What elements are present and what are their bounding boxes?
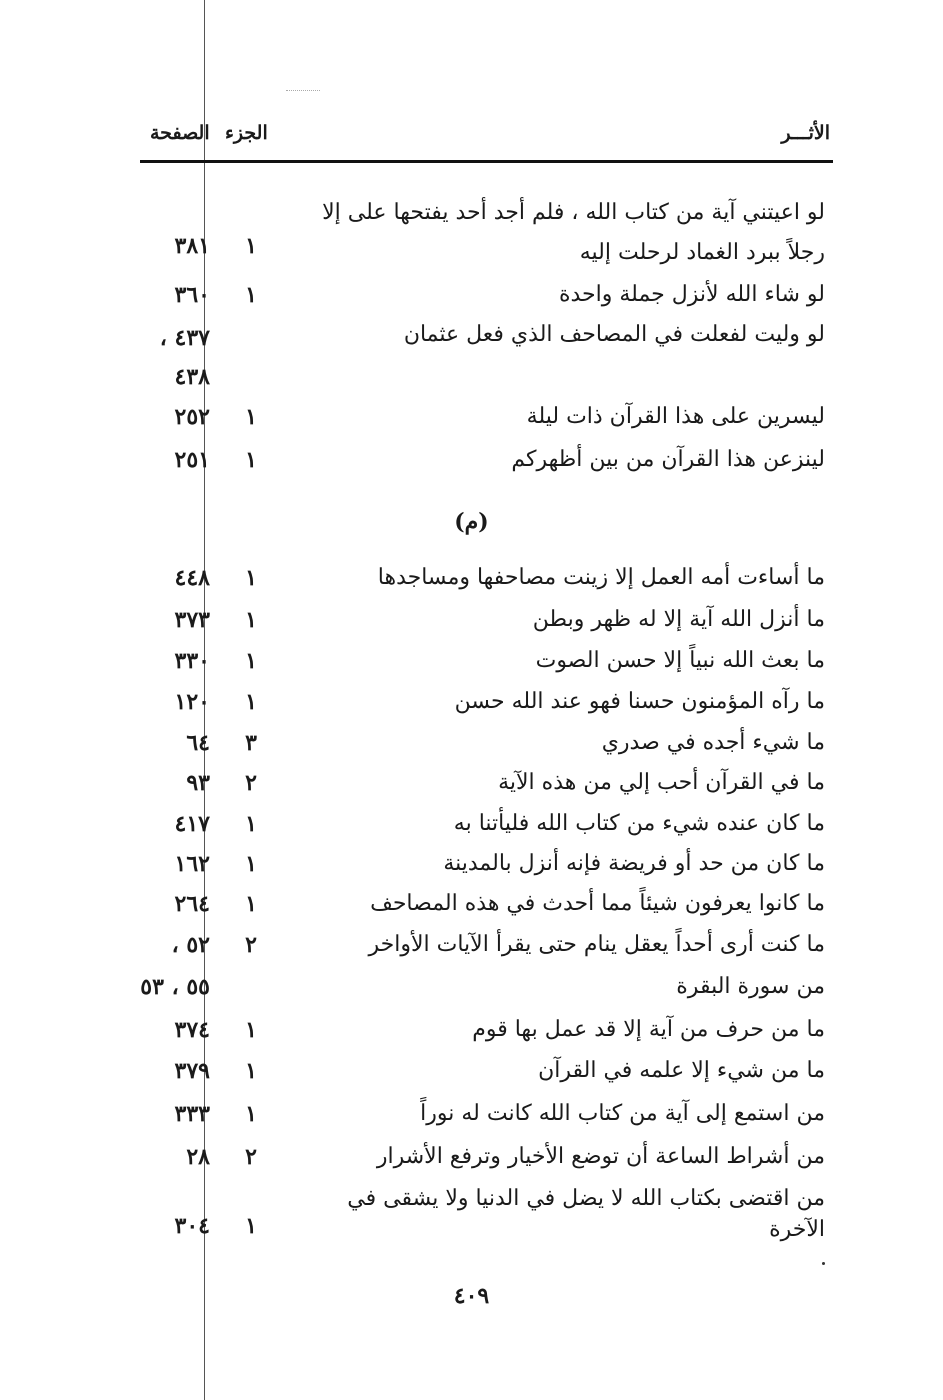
entry-juz: ١ <box>245 1058 257 1084</box>
header-page: الصفحة <box>150 122 210 144</box>
entry-text: ما أساءت أمه العمل إلا زينت مصاحفها ومساجدها <box>377 565 825 590</box>
entry-page: ٢٦٤ <box>174 891 210 917</box>
entry-page: ٢٥٢ <box>174 404 210 430</box>
header-divider <box>140 160 833 163</box>
entry-text: ما من شيء إلا علمه في القرآن <box>538 1058 825 1083</box>
entry-text: ما كان من حد أو فريضة فإنه أنزل بالمدينة <box>443 851 825 876</box>
entry-juz: ٢ <box>245 932 257 958</box>
entry-juz: ١ <box>245 811 257 837</box>
entry-page: ٤٤٨ <box>174 565 210 591</box>
entry-text: ما من حرف من آية إلا قد عمل بها قوم <box>472 1017 825 1042</box>
entry-text: ما رآه المؤمنون حسنا فهو عند الله حسن <box>454 689 825 714</box>
entry-text: ما بعث الله نبياً إلا حسن الصوت <box>535 648 825 673</box>
entry-page: ٣٧٤ <box>174 1017 210 1043</box>
entry-juz: ١ <box>245 689 257 715</box>
entry-text: من أشراط الساعة أن توضع الأخيار وترفع الأشرار <box>376 1144 825 1169</box>
entry-page: ٤٣٨ <box>174 364 210 390</box>
entry-page: ٣٧٩ <box>174 1058 210 1084</box>
entry-page: ٢٨ <box>186 1144 210 1170</box>
entry-juz: ١ <box>245 233 257 259</box>
entry-juz: ١ <box>245 648 257 674</box>
entry-text: من اقتضى بكتاب الله لا يضل في الدنيا ولا يشقى في <box>347 1186 825 1211</box>
entry-text: ما كنت أرى أحداً يعقل ينام حتى يقرأ الآيات الأواخر <box>368 932 825 957</box>
entry-page: ٥٢ ، <box>171 932 210 958</box>
entry-juz: ١ <box>245 851 257 877</box>
entry-text: رجلاً ببرد الغماد لرحلت إليه <box>579 240 825 265</box>
section-letter: (م) <box>454 509 489 535</box>
entry-text: ما في القرآن أحب إلي من هذه الآية <box>498 770 825 795</box>
header-juz: الجزء <box>225 122 268 144</box>
entry-juz: ١ <box>245 1213 257 1239</box>
ink-dot <box>822 1262 825 1265</box>
entry-page: ٣٠٤ <box>174 1213 210 1239</box>
entry-text: ما شيء أجده في صدري <box>601 730 825 755</box>
entry-text: ما كان عنده شيء من كتاب الله فليأتنا به <box>453 811 825 836</box>
entry-text: ليسرين على هذا القرآن ذات ليلة <box>526 404 825 429</box>
entry-text: لو اعيتني آية من كتاب الله ، فلم أجد أحد يفتحها على إلا <box>322 200 825 225</box>
entry-page: ٢٥١ <box>174 447 210 473</box>
scan-speck <box>286 90 320 92</box>
entry-juz: ١ <box>245 891 257 917</box>
entry-juz: ٣ <box>245 730 257 756</box>
header-athar: الأثـــر <box>781 122 830 144</box>
entry-page: ١٢٠ <box>174 689 210 715</box>
entry-page: ٣٦٠ <box>174 282 210 308</box>
entry-juz: ١ <box>245 282 257 308</box>
entry-juz: ١ <box>245 1017 257 1043</box>
entry-juz: ١ <box>245 565 257 591</box>
entry-juz: ١ <box>245 404 257 430</box>
entry-page: ٤٣٧ ، <box>159 325 210 351</box>
entry-text: ما كانوا يعرفون شيئاً مما أحدث في هذه المصاحف <box>370 891 825 916</box>
entry-page: ٣٣٣ <box>174 1101 210 1127</box>
entry-juz: ١ <box>245 607 257 633</box>
entry-juz: ١ <box>245 447 257 473</box>
entry-text: لو وليت لفعلت في المصاحف الذي فعل عثمان <box>403 322 825 347</box>
entry-page: ٥٥ ، ٥٣ <box>140 974 210 1000</box>
entry-juz: ١ <box>245 1101 257 1127</box>
entry-text: لو شاء الله لأنزل جملة واحدة <box>558 282 825 307</box>
entry-text: من استمع إلى آية من كتاب الله كانت له نوراً <box>420 1101 825 1126</box>
entry-page: ٩٣ <box>186 770 210 796</box>
entry-juz: ٢ <box>245 1144 257 1170</box>
entry-juz: ٢ <box>245 770 257 796</box>
entry-text: لينزعن هذا القرآن من بين أظهركم <box>511 447 825 472</box>
entry-text: من سورة البقرة <box>676 974 825 999</box>
entry-page: ٦٤ <box>186 730 210 756</box>
entry-page: ٣٨١ <box>174 233 210 259</box>
entry-page: ٣٧٣ <box>174 607 210 633</box>
entry-page: ٤١٧ <box>174 811 210 837</box>
entry-page: ١٦٢ <box>174 851 210 877</box>
entry-text: ما أنزل الله آية إلا له ظهر وبطن <box>532 607 825 632</box>
page-number: ٤٠٩ <box>453 1283 490 1309</box>
entry-text: الآخرة <box>769 1217 825 1242</box>
entry-page: ٣٣٠ <box>174 648 210 674</box>
